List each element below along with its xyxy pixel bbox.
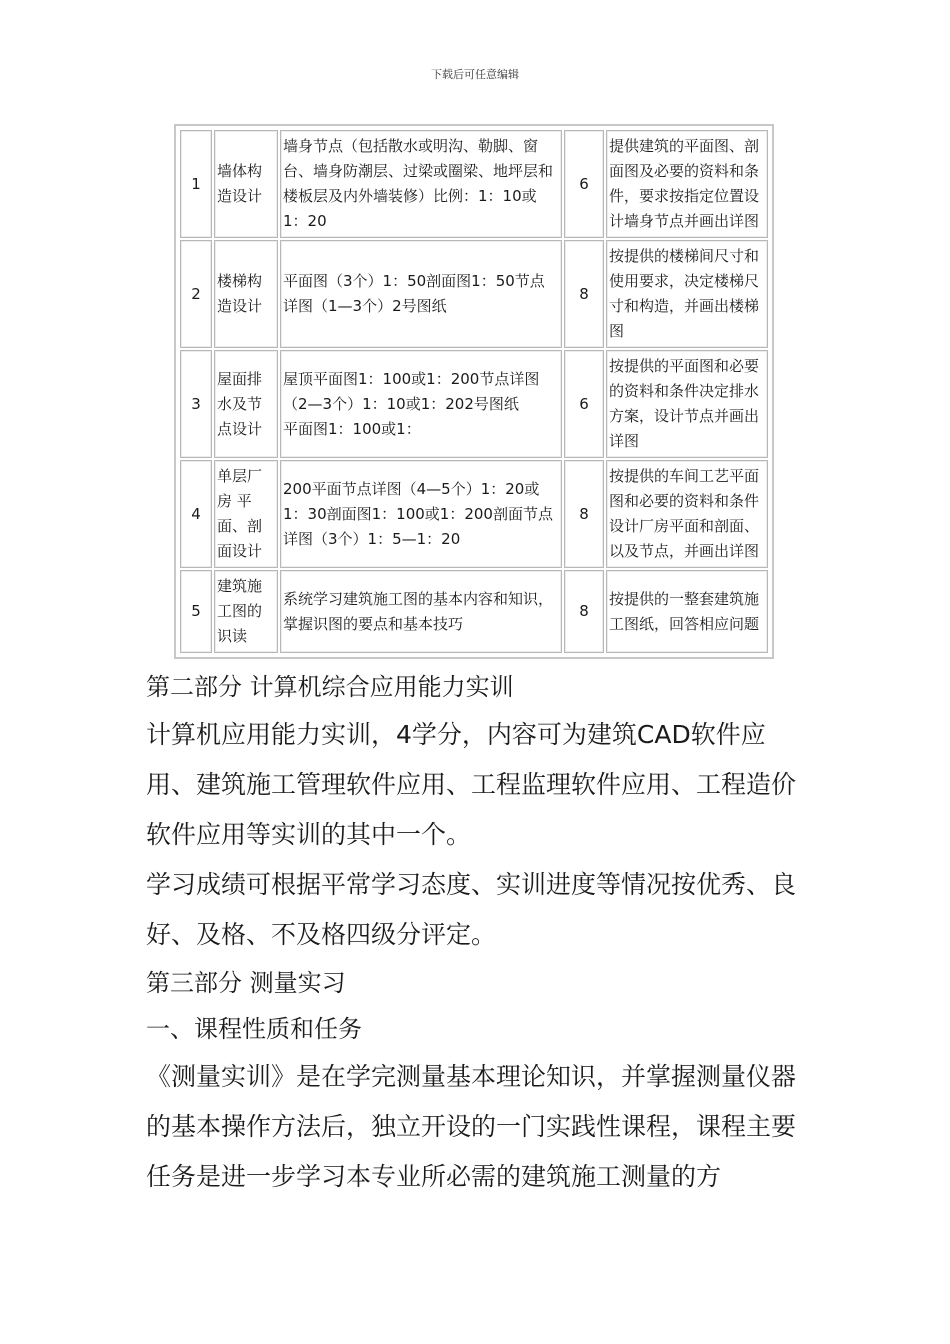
row-content: 平面图（3个）1：50剖面图1：50节点详图（1—3个）2号图纸 (280, 240, 562, 348)
row-hours: 8 (564, 570, 604, 653)
section-heading-part2: 第二部分 计算机综合应用能力实训 (146, 673, 514, 701)
row-hours: 6 (564, 130, 604, 238)
row-content-extra: 平面图1：100或1： (283, 419, 421, 438)
row-index: 2 (180, 240, 212, 348)
paragraph: 学习成绩可根据平常学习态度、实训进度等情况按优秀、良好、及格、不及格四级分评定。 (146, 870, 797, 949)
table-row (180, 130, 768, 238)
row-requirement: 按提供的楼梯间尺寸和使用要求，决定楼梯尺寸和构造，并画出楼梯图 (606, 240, 768, 348)
row-index: 5 (180, 570, 212, 653)
row-index: 1 (180, 130, 212, 238)
table-row (180, 570, 768, 653)
row-hours: 6 (564, 350, 604, 458)
document-body (146, 664, 814, 1202)
row-name: 楼梯构造设计 (214, 240, 278, 348)
row-name: 墙体构造设计 (214, 130, 278, 238)
row-requirement: 按提供的平面图和必要的资料和条件决定排水方案，设计节点并画出详图 (606, 350, 768, 458)
row-requirement: 按提供的车间工艺平面图和必要的资料和条件设计厂房平面和剖面、以及节点，并画出详图 (606, 460, 768, 568)
subsection-heading: 一、课程性质和任务 (146, 1015, 362, 1043)
row-requirement: 按提供的一整套建筑施工图纸，回答相应问题 (606, 570, 768, 653)
row-hours: 8 (564, 240, 604, 348)
page-header-note: 下载后可任意编辑 (431, 68, 519, 81)
row-hours: 8 (564, 460, 604, 568)
row-content: 200平面节点详图（4—5个）1：20或1：30剖面图1：100或1：200剖面节点详图（3个）1：5—1：20 (280, 460, 562, 568)
row-name: 单层厂房 平面、剖面设计 (214, 460, 278, 568)
row-name: 建筑施工图的识读 (214, 570, 278, 653)
course-table (178, 128, 770, 655)
section-heading-part3: 第三部分 测量实习 (146, 969, 346, 997)
row-content-cell (280, 350, 562, 458)
row-index: 4 (180, 460, 212, 568)
table-row (180, 240, 768, 348)
table-row (180, 460, 768, 568)
row-content: 屋顶平面图1：100或1：200节点详图（2—3个）1：10或1：202号图纸 (283, 369, 540, 413)
paragraph: 《测量实训》是在学完测量基本理论知识，并掌握测量仪器的基本操作方法后，独立开设的一门实践性课程，课程主要任务是进一步学习本专业所必需的建筑施工测量的方 (146, 1062, 797, 1191)
row-name: 屋面排水及节点设计 (214, 350, 278, 458)
row-index: 3 (180, 350, 212, 458)
row-requirement: 提供建筑的平面图、剖面图及必要的资料和条件，要求按指定位置设计墙身节点并画出详图 (606, 130, 768, 238)
paragraph: 计算机应用能力实训，4学分，内容可为建筑CAD软件应用、建筑施工管理软件应用、工程监理软件应用、工程造价软件应用等实训的其中一个。 (146, 720, 797, 849)
table-row (180, 350, 768, 458)
row-content: 墙身节点（包括散水或明沟、勒脚、窗台、墙身防潮层、过梁或圈梁、地坪层和楼板层及内外墙装修）比例：1：10或1：20 (280, 130, 562, 238)
course-table-frame (174, 124, 774, 659)
row-content: 系统学习建筑施工图的基本内容和知识，掌握识图的要点和基本技巧 (280, 570, 562, 653)
